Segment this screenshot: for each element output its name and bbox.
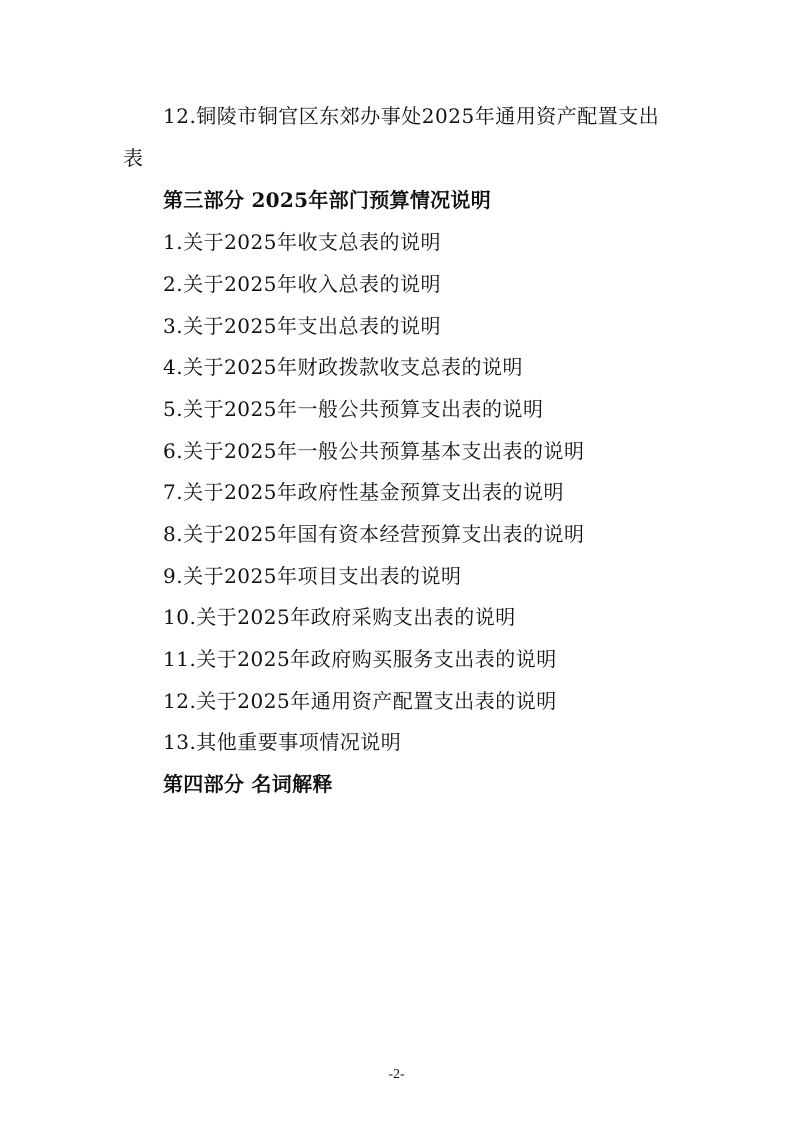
toc-item: 10.关于2025年政府采购支出表的说明	[163, 605, 516, 629]
toc-item: 5.关于2025年一般公共预算支出表的说明	[163, 397, 544, 421]
toc-item: 12.关于2025年通用资产配置支出表的说明	[163, 689, 557, 713]
toc-item: 3.关于2025年支出总表的说明	[163, 314, 441, 338]
toc-item-carry-over: 12.铜陵市铜官区东郊办事处2025年通用资产配置支出	[163, 104, 660, 128]
part-four-heading: 第四部分 名词解释	[163, 772, 333, 796]
toc-item: 1.关于2025年收支总表的说明	[163, 230, 441, 254]
toc-item: 13.其他重要事项情况说明	[163, 730, 402, 754]
toc-item: 11.关于2025年政府购买服务支出表的说明	[163, 647, 557, 671]
toc-item: 2.关于2025年收入总表的说明	[163, 272, 441, 296]
page-number: -2-	[388, 1067, 405, 1082]
toc-item: 6.关于2025年一般公共预算基本支出表的说明	[163, 439, 585, 463]
toc-item: 8.关于2025年国有资本经营预算支出表的说明	[163, 522, 585, 546]
toc-item: 4.关于2025年财政拨款收支总表的说明	[163, 355, 523, 379]
toc-item-carry-over-continuation: 表	[123, 146, 144, 170]
toc-item: 7.关于2025年政府性基金预算支出表的说明	[163, 480, 564, 504]
part-three-heading: 第三部分 2025年部门预算情况说明	[163, 188, 492, 212]
toc-item: 9.关于2025年项目支出表的说明	[163, 564, 462, 588]
